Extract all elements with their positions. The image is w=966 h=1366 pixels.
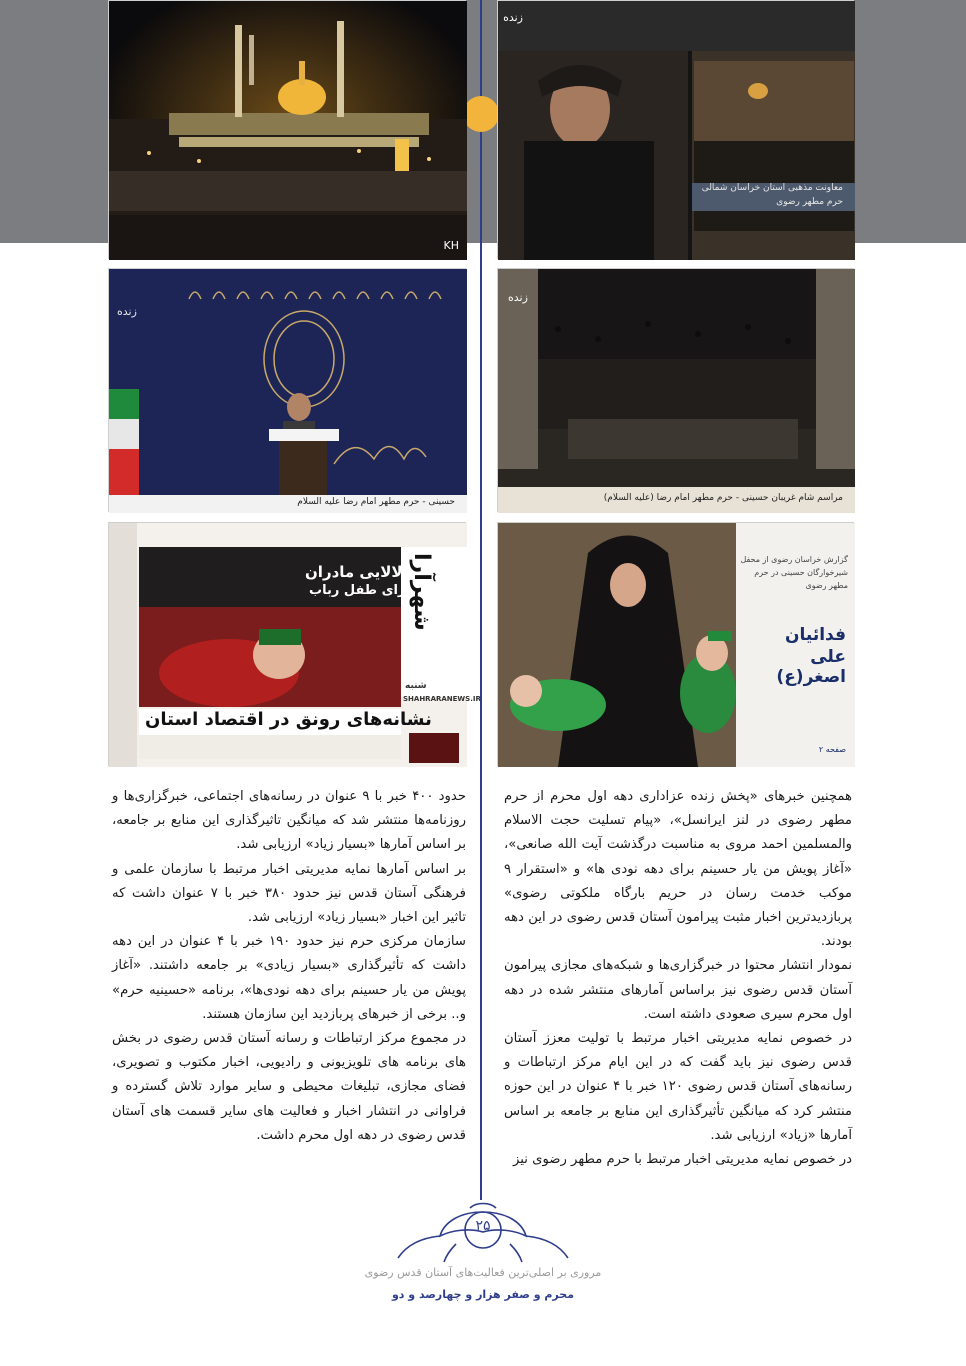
paragraph: در خصوص نمایه مدیریتی اخبار مرتبط با تولیت معزز آستان قدس رضوی نیز باید گفت که در این ایام مرکز ارتباطات و رسانه‌های آستان قدس رضوی ۱۲۰ خبر با ۴ عنوان در این حوزه منتشر کرد که میانگین تأثیرگذاری این منابع بر جامعه بر اساس آمارها «زیاد» ارزیابی شد.: [504, 1031, 852, 1143]
photo-mourners-crowd: [497, 268, 854, 512]
report-headline-1: فدائیان: [785, 625, 846, 645]
live-badge: زنده: [117, 305, 137, 318]
report-title: گزارش خراسان رضوی از محفل شیرخوارگان حسینی در حرم مطهر رضوی: [740, 555, 848, 590]
channel-logo-text: زنده: [503, 11, 523, 24]
center-spine-line: [480, 0, 482, 1200]
ornament-icon: [0, 1200, 966, 1270]
newspaper-day: شنبه: [405, 681, 427, 691]
newspaper-kicker: لالایی مادران: [305, 563, 403, 581]
paragraph: در مجموع مرکز ارتباطات و رسانه آستان قدس رضوی در بخش های برنامه های تلویزیونی و رادیویی، اخبار مکتوب و تصویری، فضای مجازی، تبلیغات محیطی و سایر موارد تلاش گسترده و فراوانی در انتشار اخبار و فعالیت های سایر قسمت های آستان قدس رضوی در دهه اول محرم داشت.: [112, 1031, 466, 1143]
photo-speaker-stage: [108, 268, 466, 512]
photo-shrine-night: [108, 0, 466, 259]
photo-mother-child: [497, 522, 854, 766]
lower-third-line2: حرم مطهر رضوی: [776, 197, 843, 207]
lower-third-line1: معاونت مذهبی استان خراسان شمالی: [701, 183, 843, 193]
paragraph: بر اساس آمارها نمایه مدیریتی اخبار مرتبط با سازمان علمی و فرهنگی آستان قدس نیز حدود ۳۸۰ خبر با ۷ عنوان داشت که تاثیر این اخبار «بسیار زیاد» ارزیابی شد.: [112, 861, 466, 926]
speaker-stage-illustration: [109, 269, 467, 513]
shrine-night-illustration: [109, 1, 467, 260]
photo-newspaper-cover: [108, 522, 481, 766]
footer-tagline: مروری بر اصلی‌ترین فعالیت‌های آستان قدس رضوی: [364, 1266, 602, 1279]
newspaper-subhead: برای طفل رباب: [309, 583, 411, 598]
paragraph: همچنین خبرهای «پخش زنده عزاداری دهه اول محرم از حرم مطهر رضوی در لنز ایرانسل»، «پیام تسلیت حجت الاسلام والمسلمین احمد مروی به مناسبت درگذشت آیت الله صانعی»، «آغاز پویش من یار حسینم برای دهه نودی ها» و «استقرار ۹ موکب خدمت رسان در حریم بارگاه ملکوتی رضوی» پربازدیدترین اخبار مثبت پیرامون آستان قدس رضوی در این دهه بودند.: [504, 789, 852, 950]
paragraph: سازمان مرکزی حرم نیز حدود ۱۹۰ خبر با ۴ عنوان در این دهه داشت که تأثیرگذاری «بسیار زیادی» بر جامعه داشتند. «آغاز پویش من یار حسینم برای دهه نودی‌ها»، برنامه «حسینیه حرم» و.. برخی از خبرهای پربازدید این سازمان هستند.: [112, 934, 466, 1022]
page-number: ۲۵: [475, 1218, 491, 1234]
newspaper-masthead: شهرآرا: [409, 553, 434, 631]
orange-center-dot: [463, 96, 499, 132]
text-column-right: [504, 785, 852, 1172]
page-footer: [0, 1200, 966, 1366]
paragraph: حدود ۴۰۰ خبر با ۹ عنوان در رسانه‌های اجتماعی، خبرگزاری‌ها و روزنامه‌ها منتشر شد که میانگین تاثیرگذاری این منابع بر جامعه، بر اساس آمارها «بسیار زیاد» ارزیابی شد.: [112, 789, 466, 853]
mourners-crowd-illustration: [498, 269, 855, 513]
report-headline-2: علی اصغر(ع): [776, 647, 846, 687]
crowd-caption: مراسم شام غریبان حسینی - حرم مطهر امام رضا (علیه السلام): [603, 493, 843, 503]
channel-logo: KH: [443, 239, 459, 252]
newspaper-site: SHAHRARANEWS.IR: [403, 695, 481, 703]
photo-tv-interview: [497, 0, 854, 259]
paragraph: نمودار انتشار محتوا در خبرگزاری‌ها و شبکه‌های مجازی پیرامون آستان قدس رضوی نیز براساس آمارهای منتشر شده در دهه اول محرم سیری صعودی داشته است.: [504, 958, 852, 1022]
paragraph: در خصوص نمایه مدیریتی اخبار مرتبط با حرم مطهر رضوی نیز: [513, 1152, 852, 1168]
newspaper-main-headline: نشانه‌های رونق در اقتصاد استان: [145, 709, 432, 730]
footer-date-line: محرم و صفر هزار و چهارصد و دو: [391, 1288, 575, 1301]
report-page-ref: صفحه ۲: [818, 745, 846, 754]
live-badge: زنده: [508, 291, 528, 304]
tv-interview-illustration: [498, 1, 855, 260]
speaker-caption: حسینی - حرم مطهر امام رضا علیه السلام: [297, 497, 455, 507]
text-column-left: [112, 785, 466, 1148]
